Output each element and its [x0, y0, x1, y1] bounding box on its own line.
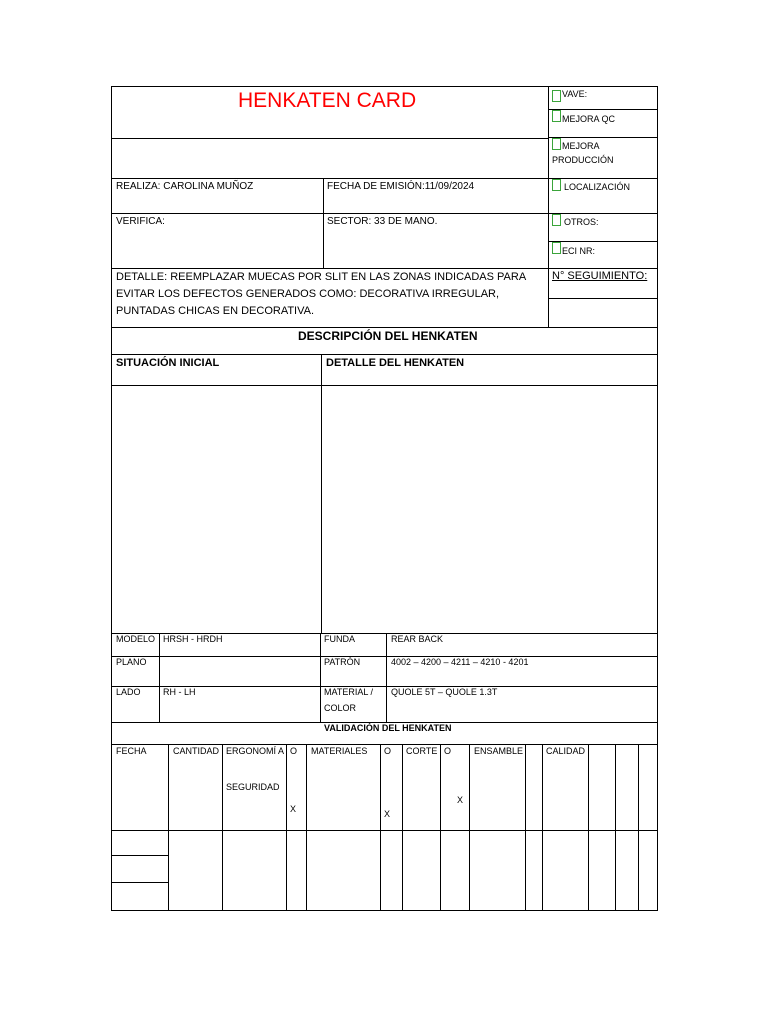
- col-fecha: FECHA: [116, 746, 147, 756]
- seguimiento-label: N° SEGUIMIENTO:: [552, 270, 648, 282]
- divider: [380, 744, 381, 911]
- realiza-field: REALIZA: CAROLINA MUÑOZ: [116, 181, 254, 192]
- divider: [159, 633, 160, 722]
- option-mejora-qc: MEJORA QC: [562, 114, 616, 124]
- divider: [321, 354, 322, 633]
- situacion-inicial-heading: SITUACIÓN INICIAL: [116, 357, 220, 369]
- option-vave: VAVE:: [562, 89, 588, 99]
- divider: [548, 86, 549, 327]
- col-o3: O: [444, 746, 452, 756]
- col-o2: O: [384, 746, 392, 756]
- checkbox-localizacion[interactable]: [552, 179, 561, 191]
- divider: [323, 178, 324, 268]
- divider: [469, 744, 470, 911]
- divider: [168, 744, 169, 911]
- descripcion-title: DESCRIPCIÓN DEL HENKATEN: [298, 329, 478, 343]
- material-label: MATERIAL / COLOR: [324, 687, 374, 713]
- validacion-title: VALIDACIÓN DEL HENKATEN: [324, 723, 452, 733]
- option-localizacion: LOCALIZACIÓN: [564, 182, 631, 192]
- funda-label: FUNDA: [324, 634, 355, 644]
- card-border: [111, 86, 658, 911]
- divider: [111, 138, 548, 139]
- checkbox-otros[interactable]: [552, 214, 561, 226]
- divider: [222, 744, 223, 911]
- divider: [111, 882, 168, 883]
- verifica-field: VERIFICA:: [116, 216, 165, 227]
- card-title: HENKATEN CARD: [238, 89, 417, 112]
- divider: [588, 744, 589, 911]
- sector-field: SECTOR: 33 DE MANO.: [327, 216, 438, 227]
- col-corte: CORTE: [406, 746, 438, 756]
- col-ensamble: ENSAMBLE: [474, 746, 524, 756]
- col-x3: X: [457, 795, 464, 805]
- divider: [111, 354, 658, 355]
- divider: [525, 744, 526, 911]
- checkbox-eci-nr[interactable]: [552, 242, 561, 254]
- modelo-value: HRSH - HRDH: [163, 634, 223, 644]
- detalle-text: DETALLE: REEMPLAZAR MUECAS POR SLIT EN LAS ZONAS INDICADAS PARA EVITAR LOS DEFECTOS GENERADOS COMO: DECORATIVA IRREGULAR, PUNTADAS CHICAS EN DECORATIVA.: [116, 271, 526, 317]
- divider: [111, 656, 658, 657]
- funda-value: REAR BACK: [391, 634, 444, 644]
- col-seguridad: SEGURIDAD: [226, 782, 280, 792]
- col-o1: O: [290, 746, 298, 756]
- divider: [111, 855, 168, 856]
- col-x1: X: [290, 804, 297, 814]
- divider: [440, 744, 441, 911]
- divider: [548, 137, 658, 138]
- col-calidad: CALIDAD: [546, 746, 586, 756]
- fecha-emision-field: FECHA DE EMISIÓN:11/09/2024: [327, 181, 475, 192]
- divider: [306, 744, 307, 911]
- option-mejora-produccion: MEJORA PRODUCCIÓN: [552, 141, 614, 165]
- modelo-label: MODELO: [116, 634, 156, 644]
- detalle-henkaten-heading: DETALLE DEL HENKATEN: [326, 357, 465, 369]
- lado-value: RH - LH: [163, 687, 196, 697]
- col-materiales: MATERIALES: [311, 746, 368, 756]
- divider: [548, 241, 658, 242]
- lado-label: LADO: [116, 687, 141, 697]
- checkbox-vave[interactable]: [552, 90, 561, 102]
- col-cantidad: CANTIDAD: [173, 746, 220, 756]
- patron-value: 4002 – 4200 – 4211 – 4210 - 4201: [391, 657, 529, 667]
- option-eci-nr: ECI NR:: [562, 246, 596, 256]
- divider: [111, 385, 658, 386]
- divider: [402, 744, 403, 911]
- option-otros: OTROS:: [564, 217, 599, 227]
- divider: [615, 744, 616, 911]
- divider: [111, 327, 658, 328]
- patron-label: PATRÓN: [324, 657, 361, 667]
- material-value: QUOLE 5T – QUOLE 1.3T: [391, 687, 498, 697]
- divider: [111, 830, 658, 831]
- col-ergonomia: ERGONOMÍ A: [226, 746, 285, 756]
- divider: [320, 633, 321, 722]
- divider: [286, 744, 287, 911]
- plano-label: PLANO: [116, 657, 147, 667]
- checkbox-mejora-qc[interactable]: [552, 110, 561, 122]
- divider: [638, 744, 639, 911]
- divider: [548, 109, 658, 110]
- divider: [542, 744, 543, 911]
- col-x2: X: [384, 809, 391, 819]
- henkaten-card: [111, 86, 658, 911]
- divider: [386, 633, 387, 722]
- divider: [548, 298, 658, 299]
